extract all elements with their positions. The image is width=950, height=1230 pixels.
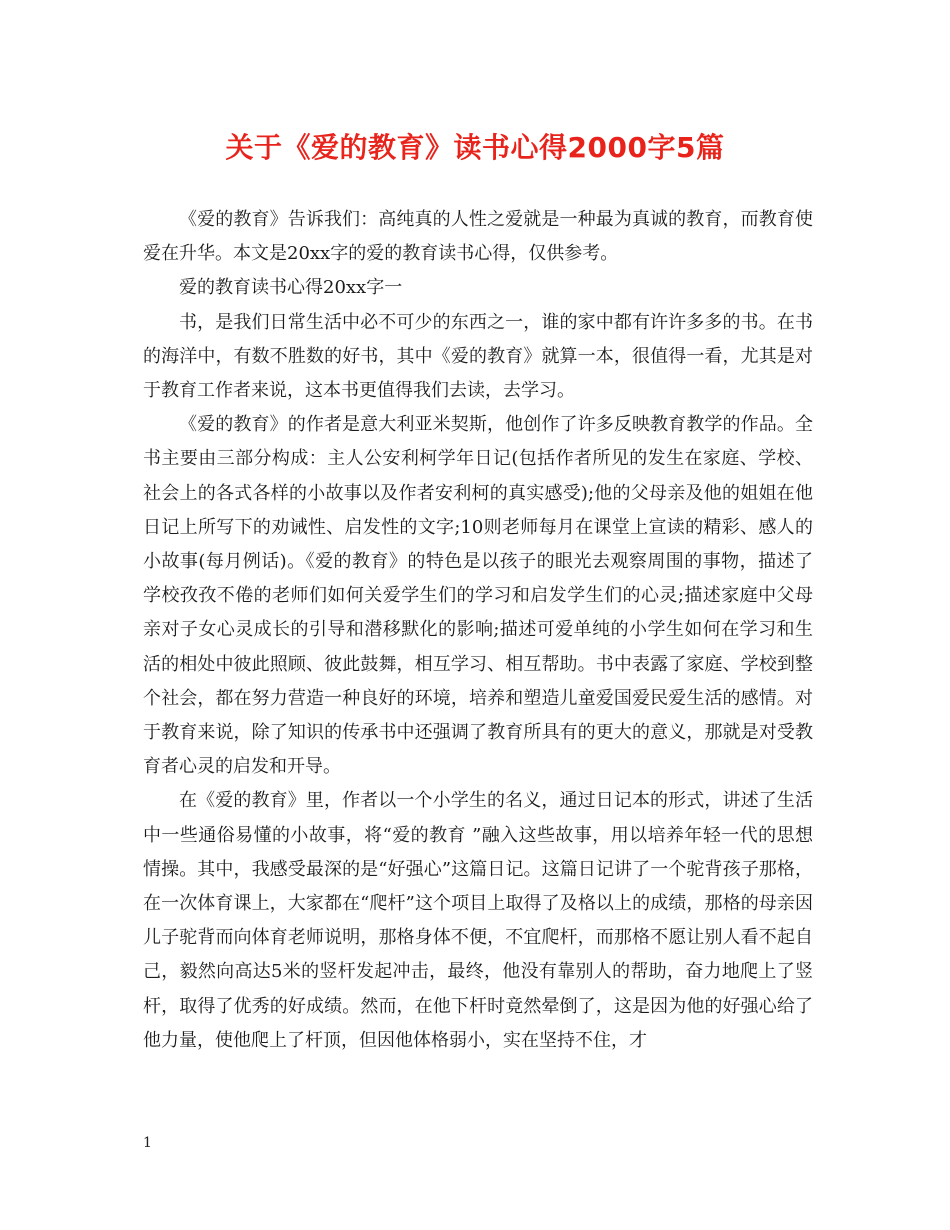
paragraph-books: 书，是我们日常生活中必不可少的东西之一，谁的家中都有许许多多的书。在书的海洋中，有数不胜数的好书，其中《爱的教育》就算一本，很值得一看，尤其是对于教育工作者来说，这本书更值得我们去读，去学习。 (143, 311, 813, 402)
paragraph-intro: 《爱的教育》告诉我们：高纯真的人性之爱就是一种最为真诚的教育，而教育使爱在升华。本文是20xx字的爱的教育读书心得，仅供参考。 (143, 209, 813, 265)
section-heading: 爱的教育读书心得20xx字一 (179, 277, 403, 299)
paragraph-author: 《爱的教育》的作者是意大利亚米契斯，他创作了许多反映教育教学的作品。全书主要由三部分构成：主人公安利柯学年日记(包括作者所见的发生在家庭、学校、社会上的各式各样的小故事以及作者安利柯的真实感受);他的父母亲及他的姐姐在他日记上所写下的劝诫性、启发性的文字;10则老师每月在课堂上宣读的精彩、感人的小故事(每月例话)。《爱的教育》的特色是以孩子的眼光去观察周围的事物，描述了学校孜孜不倦的老师们如何关爱学生们的学习和启发学生们的心灵;描述家庭中父母亲对子女心灵成长的引导和潜移默化的影响;描述可爱单纯的小学生如何在学习和生活的相处中彼此照顾、彼此鼓舞，相互学习、相互帮助。书中表露了家庭、学校到整个社会，都在努力营造一种良好的环境，培养和塑造儿童爱国爱民爱生活的感情。对于教育来说，除了知识的传承书中还强调了教育所具有的更大的意义，那就是对受教育者心灵的启发和开导。 (143, 414, 813, 778)
paragraph-story: 在《爱的教育》里，作者以一个小学生的名义，通过日记本的形式，讲述了生活中一些通俗易懂的小故事，将“爱的教育 ”融入这些故事，用以培养年轻一代的思想情操。其中，我感受最深的是“好强心”这篇日记。这篇日记讲了一个驼背孩子那格，在一次体育课上，大家都在“爬杆”这个项目上取得了及格以上的成绩，那格的母亲因儿子驼背而向体育老师说明，那格身体不便，不宜爬杆，而那格不愿让别人看不起自己，毅然向高达5米的竖杆发起冲击，最终，他没有靠别人的帮助，奋力地爬上了竖杆，取得了优秀的好成绩。然而，在他下杆时竟然晕倒了，这是因为他的好强心给了他力量，使他爬上了杆顶，但因他体格弱小，实在坚持不住，才 (143, 790, 813, 1051)
document-title: 关于《爱的教育》读书心得2000字5篇 (225, 131, 725, 164)
page-number: 1 (143, 1135, 152, 1151)
document-body (143, 203, 813, 1058)
